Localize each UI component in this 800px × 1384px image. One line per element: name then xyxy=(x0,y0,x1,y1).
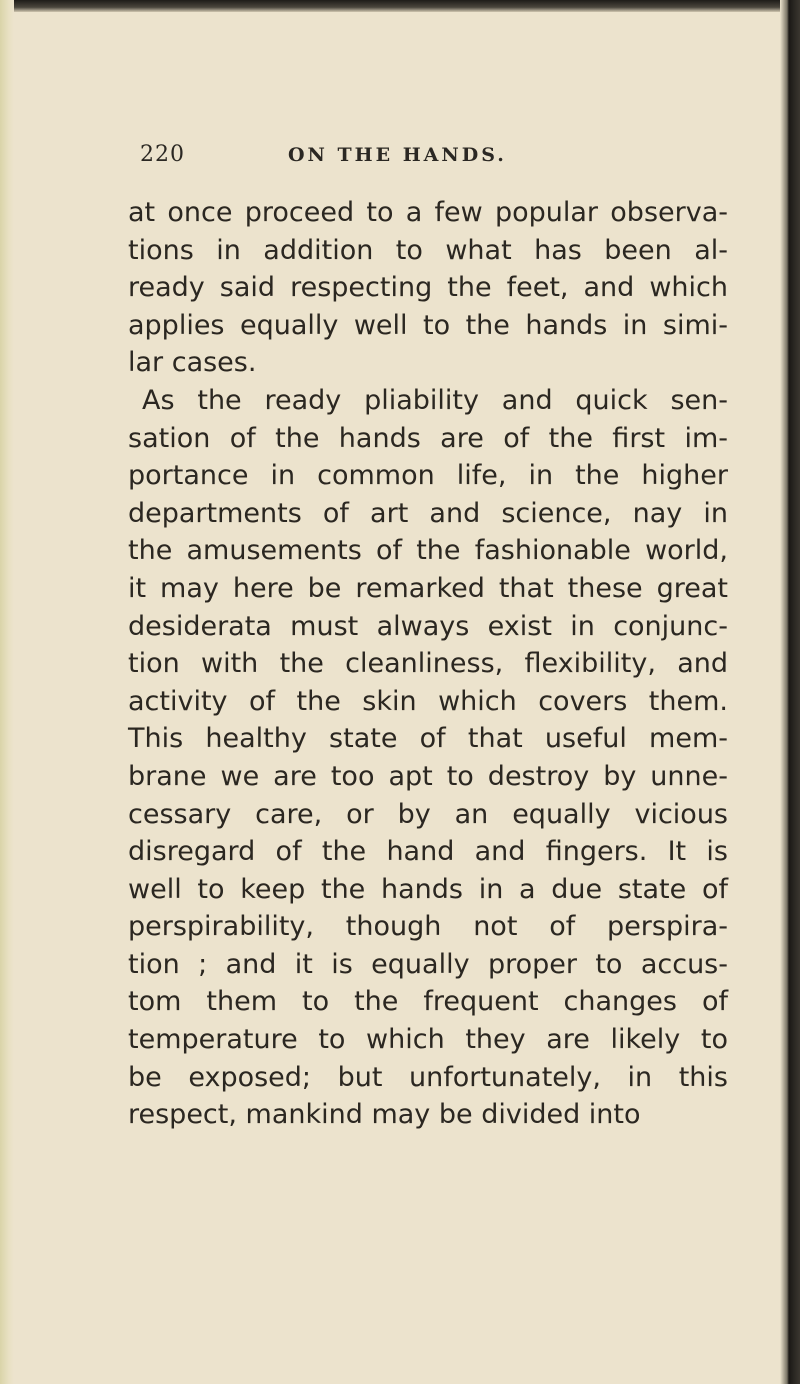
text-line: the amusements of the fashionable world, xyxy=(128,535,728,567)
text-line: departments of art and science, nay in xyxy=(128,497,728,529)
text-line: This healthy state of that useful mem- xyxy=(128,723,728,755)
scan-left-edge xyxy=(0,0,14,1384)
text-line: be exposed; but unfortunately, in this xyxy=(128,1061,728,1093)
book-page xyxy=(128,140,728,1134)
text-line: tions in addition to what has been al- xyxy=(128,234,728,266)
text-line: As the ready pliability and quick sen- xyxy=(142,384,728,416)
text-line: applies equally well to the hands in simi- xyxy=(128,309,728,341)
text-line: portance in common life, in the higher xyxy=(128,460,728,492)
scan-top-edge xyxy=(0,0,800,12)
text-line: disregard of the hand and fingers. It is xyxy=(128,836,728,868)
running-title: ON THE HANDS. xyxy=(288,144,507,166)
text-line: tom them to the frequent changes of xyxy=(128,986,728,1018)
text-line: activity of the skin which covers them. xyxy=(128,685,728,717)
text-line: lar cases. xyxy=(128,347,257,379)
scan-right-edge xyxy=(780,0,800,1384)
text-line: respect, mankind may be divided into xyxy=(128,1099,641,1131)
text-line: it may here be remarked that these great xyxy=(128,572,728,604)
text-line: perspirability, though not of perspira- xyxy=(128,911,728,943)
text-line: temperature to which they are likely to xyxy=(128,1024,728,1056)
text-line: sation of the hands are of the first im- xyxy=(128,422,728,454)
text-line: desiderata must always exist in conjunc- xyxy=(128,610,728,642)
text-line: brane we are too apt to destroy by unne- xyxy=(128,760,728,792)
text-line: tion with the cleanliness, flexibility, and xyxy=(128,648,728,680)
text-line: at once proceed to a few popular observa- xyxy=(128,197,728,228)
text-line: ready said respecting the feet, and which xyxy=(128,272,728,304)
running-head xyxy=(128,140,728,180)
text-line: well to keep the hands in a due state of xyxy=(128,873,728,905)
text-line: cessary care, or by an equally vicious xyxy=(128,798,728,830)
page-number: 220 xyxy=(140,142,185,167)
body-text xyxy=(128,194,728,1134)
text-line: tion ; and it is equally proper to accus- xyxy=(128,948,728,980)
